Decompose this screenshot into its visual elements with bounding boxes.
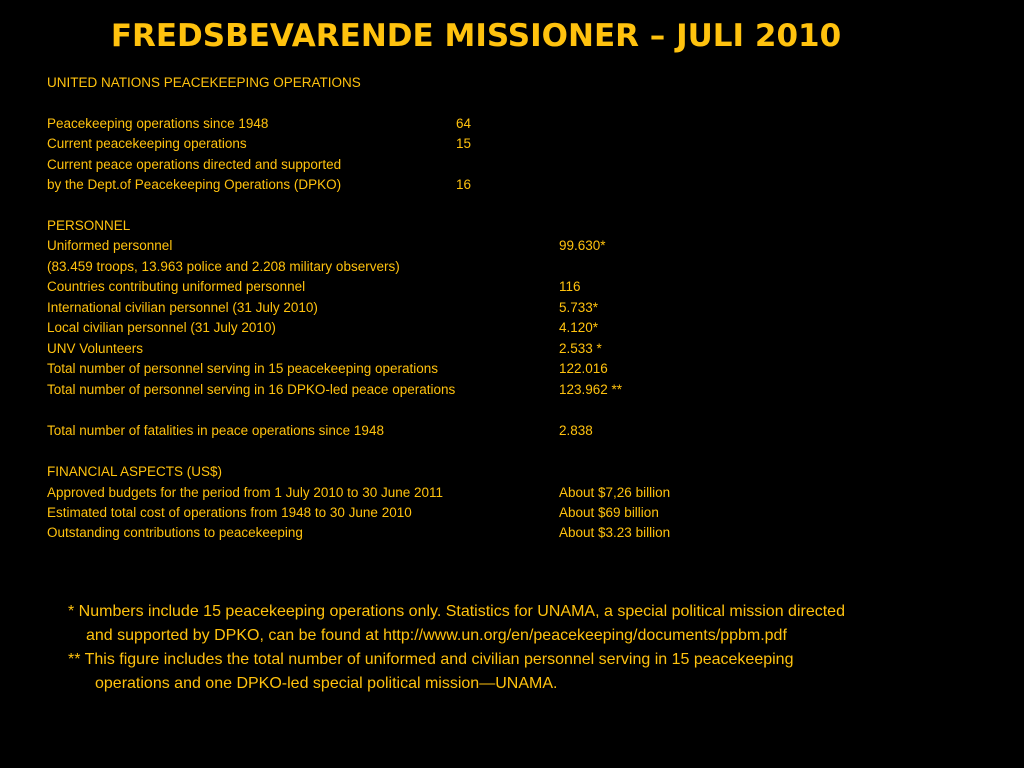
footnote-2-line-1: ** This figure includes the total number of uniformed and civilian personnel serving in 15 peacekeeping bbox=[68, 651, 794, 668]
heading-label: UNITED NATIONS PEACEKEEPING OPERATIONS bbox=[47, 75, 361, 90]
row-label: Approved budgets for the period from 1 July 2010 to 30 June 2011 bbox=[47, 485, 444, 500]
row-value: 116 bbox=[559, 279, 581, 294]
row-value: About $69 billion bbox=[559, 505, 659, 520]
footnote-1-line-2: and supported by DPKO, can be found at http://www.un.org/en/peacekeeping/documents/ppbm.pdf bbox=[86, 627, 787, 644]
row-label: Local civilian personnel (31 July 2010) bbox=[47, 320, 276, 335]
slide-title: FREDSBEVARENDE MISSIONER – JULI 2010 bbox=[110, 18, 842, 54]
row-value: 5.733* bbox=[559, 300, 599, 315]
row-label: Current peace operations directed and supported bbox=[47, 157, 342, 172]
row-value: 4.120* bbox=[559, 320, 599, 335]
row-value: 15 bbox=[456, 136, 472, 151]
row-value: 2.838 bbox=[559, 423, 593, 438]
row-label: Countries contributing uniformed personnel bbox=[47, 279, 306, 294]
row-label: (83.459 troops, 13.963 police and 2.208 military observers) bbox=[47, 259, 400, 274]
row-label: Total number of fatalities in peace operations since 1948 bbox=[47, 423, 384, 438]
row-label: Total number of personnel serving in 16 DPKO-led peace operations bbox=[47, 382, 456, 397]
row-value: 123.962 ** bbox=[559, 382, 623, 397]
row-label: UNV Volunteers bbox=[47, 341, 144, 356]
row-label: Outstanding contributions to peacekeeping bbox=[47, 525, 303, 540]
footnote-2-line-2: operations and one DPKO-led special political mission—UNAMA. bbox=[95, 675, 558, 692]
row-value: 16 bbox=[456, 177, 472, 192]
heading-label: FINANCIAL ASPECTS (US$) bbox=[47, 464, 223, 479]
row-label: Total number of personnel serving in 15 peacekeeping operations bbox=[47, 361, 439, 376]
row-label: International civilian personnel (31 July 2010) bbox=[47, 300, 318, 315]
row-value: 122.016 bbox=[559, 361, 608, 376]
row-value: About $7,26 billion bbox=[559, 485, 671, 500]
row-label: Estimated total cost of operations from 1948 to 30 June 2010 bbox=[47, 505, 412, 520]
row-value: 2.533 * bbox=[559, 341, 602, 356]
row-label: Current peacekeeping operations bbox=[47, 136, 247, 151]
row-label: by the Dept.of Peacekeeping Operations (DPKO) bbox=[47, 177, 342, 192]
row-label: Peacekeeping operations since 1948 bbox=[47, 116, 269, 131]
row-value: 64 bbox=[456, 116, 472, 131]
footnote-1-line-1: * Numbers include 15 peacekeeping operations only. Statistics for UNAMA, a special political mission directed bbox=[68, 603, 845, 620]
footnotes bbox=[68, 600, 988, 696]
row-value: About $3.23 billion bbox=[559, 525, 671, 540]
heading-label: PERSONNEL bbox=[47, 218, 131, 233]
row-label: Uniformed personnel bbox=[47, 238, 173, 253]
row-value: 99.630* bbox=[559, 238, 606, 253]
